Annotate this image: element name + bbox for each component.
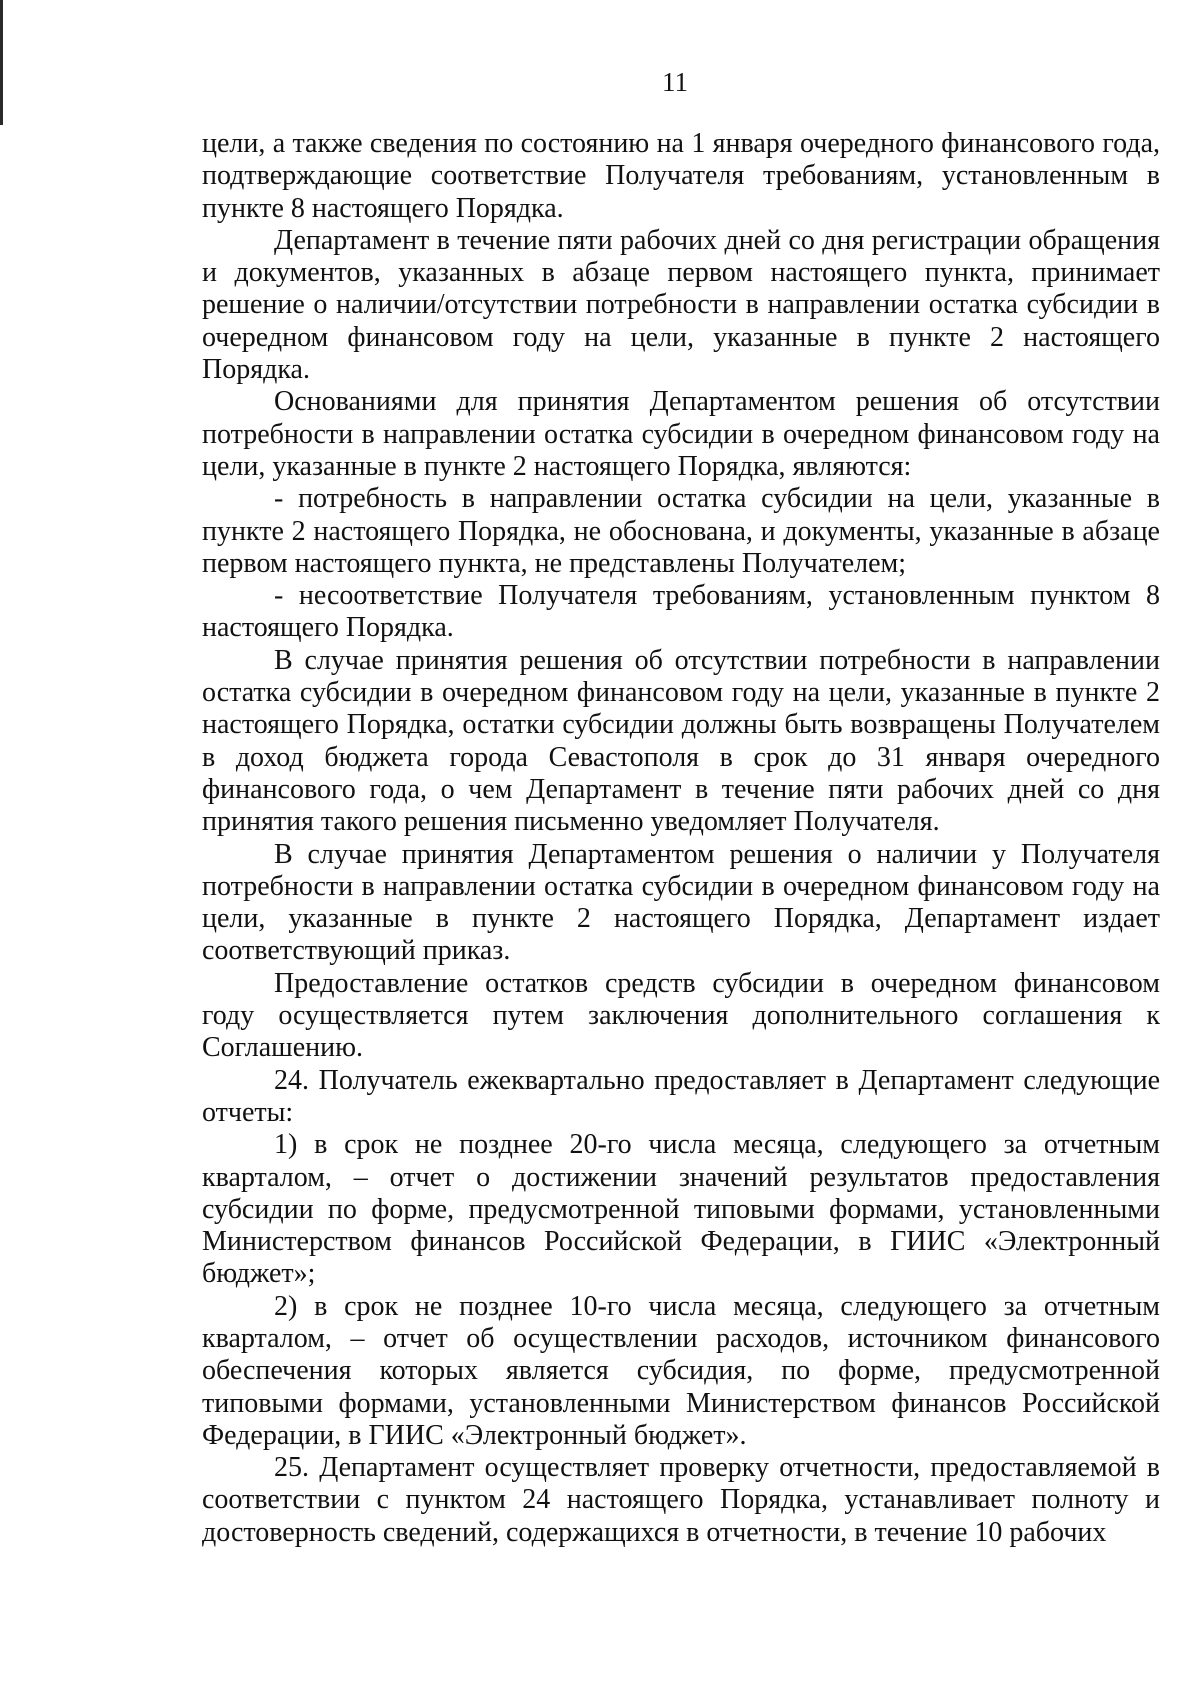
paragraph-continuation: цели, а также сведения по состоянию на 1 января очередного финансового года, подтверждающие соответствие Получателя требованиям, установленным в пункте 8 настоящего Порядка. [202, 128, 1160, 224]
paragraph-additional-agreement: Предоставление остатков средств субсидии в очередном финансовом году осуществляется путем заключения дополнительного соглашения к Соглашению. [202, 967, 1160, 1064]
paragraph-item-24: 24. Получатель ежеквартально предоставляет в Департамент следующие отчеты: [202, 1064, 1160, 1128]
paragraph-item-24-2: 2) в срок не позднее 10-го числа месяца, следующего за отчетным кварталом, – отчет об осуществлении расходов, источником финансового обеспечения которых является субсидия, по форме, предусмотренной типовыми формами, установленными Министерством финансов Российской Федерации, в ГИИС «Электронный бюджет». [202, 1290, 1160, 1451]
list-item-not-justified: - потребность в направлении остатка субсидии на цели, указанные в пункте 2 настоящего Порядка, не обоснована, и документы, указанные в абзаце первом настоящего пункта, не представлены Получателем; [202, 483, 1160, 579]
paragraph-item-25: 25. Департамент осуществляет проверку отчетности, предоставляемой в соответствии с пунктом 24 настоящего Порядка, устанавливает полноту и достоверность сведений, содержащихся в отчетности, в течение 10 рабочих [202, 1452, 1160, 1548]
document-body [202, 128, 1160, 1549]
paragraph-item-24-1: 1) в срок не позднее 20-го числа месяца, следующего за отчетным кварталом, – отчет о достижении значений результатов предоставления субсидии по форме, предусмотренной типовыми формами, установленными Министерством финансов Российской Федерации, в ГИИС «Электронный бюджет»; [202, 1129, 1160, 1290]
paragraph-order: В случае принятия Департаментом решения о наличии у Получателя потребности в направлении остатка субсидии в очередном финансовом году на цели, указанные в пункте 2 настоящего Порядка, Департамент издает соответствующий приказ. [202, 838, 1160, 967]
paragraph-grounds: Основаниями для принятия Департаментом решения об отсутствии потребности в направлении остатка субсидии в очередном финансовом году на цели, указанные в пункте 2 настоящего Порядка, являются: [202, 386, 1160, 482]
page-number: 11 [662, 67, 688, 97]
paragraph-department-decision: Департамент в течение пяти рабочих дней со дня регистрации обращения и документов, указанных в абзаце первом настоящего пункта, принимает решение о наличии/отсутствии потребности в направлении остатка субсидии в очередном финансовом году на цели, указанные в пункте 2 настоящего Порядка. [202, 224, 1160, 386]
paragraph-refund: В случае принятия решения об отсутствии потребности в направлении остатка субсидии в очередном финансовом году на цели, указанные в пункте 2 настоящего Порядка, остатки субсидии должны быть возвращены Получателем в доход бюджета города Севастополя в срок до 31 января очередного финансового года, о чем Департамент в течение пяти рабочих дней со дня принятия такого решения письменно уведомляет Получателя. [202, 644, 1160, 838]
scan-edge-mark [0, 0, 3, 125]
list-item-noncompliance: - несоответствие Получателя требованиям, установленным пунктом 8 настоящего Порядка. [202, 580, 1160, 644]
